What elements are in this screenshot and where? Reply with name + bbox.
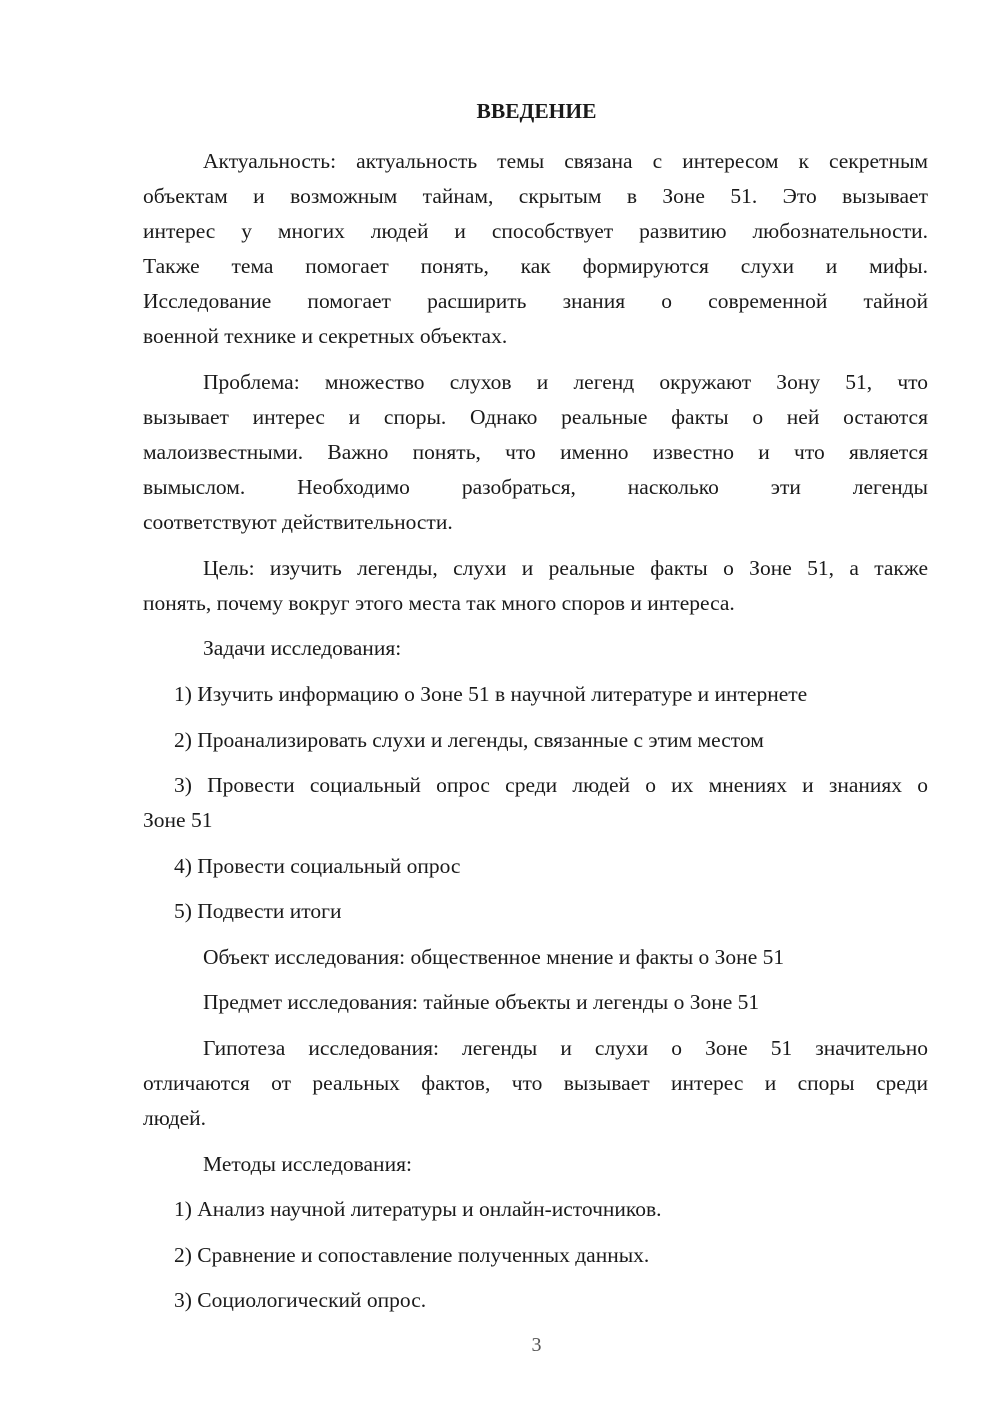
task-item-1: 1) Изучить информацию о Зоне 51 в научной литературе и интернете	[174, 682, 808, 706]
relevance-line-1: Актуальность: актуальность темы связана с интересом к секретным	[203, 149, 928, 173]
method-item-2: 2) Сравнение и сопоставление полученных данных.	[174, 1243, 650, 1267]
task-item-4: 4) Провести социальный опрос	[174, 854, 461, 878]
relevance-line-6: военной технике и секретных объектах.	[143, 324, 508, 348]
relevance-line-2: объектам и возможным тайнам, скрытым в Зоне 51. Это вызывает	[143, 184, 928, 208]
task-item-2: 2) Проанализировать слухи и легенды, связанные с этим местом	[174, 728, 764, 752]
hypothesis-line-3: людей.	[143, 1106, 207, 1130]
page-title: ВВЕДЕНИЕ	[476, 99, 597, 123]
goal-line-1: Цель: изучить легенды, слухи и реальные факты о Зоне 51, а также	[203, 556, 928, 580]
hypothesis-line-2: отличаются от реальных фактов, что вызывает интерес и споры среди	[143, 1071, 928, 1095]
task-item-3-continued: Зоне 51	[143, 808, 213, 832]
task-item-3: 3) Провести социальный опрос среди людей о их мнениях и знаниях о	[174, 773, 928, 797]
goal-line-2: понять, почему вокруг этого места так много споров и интереса.	[143, 591, 735, 615]
tasks-heading: Задачи исследования:	[203, 636, 402, 660]
problem-line-3: малоизвестными. Важно понять, что именно известно и что является	[143, 440, 928, 464]
research-object: Объект исследования: общественное мнение и факты о Зоне 51	[203, 945, 785, 969]
problem-line-1: Проблема: множество слухов и легенд окружают Зону 51, что	[203, 370, 928, 394]
hypothesis-line-1: Гипотеза исследования: легенды и слухи о Зоне 51 значительно	[203, 1036, 928, 1060]
method-item-1: 1) Анализ научной литературы и онлайн-источников.	[174, 1197, 662, 1221]
method-item-3: 3) Социологический опрос.	[174, 1288, 427, 1312]
relevance-line-4: Также тема помогает понять, как формируются слухи и мифы.	[143, 254, 928, 278]
research-subject: Предмет исследования: тайные объекты и легенды о Зоне 51	[203, 990, 760, 1014]
problem-line-2: вызывает интерес и споры. Однако реальные факты о ней остаются	[143, 405, 928, 429]
relevance-line-3: интерес у многих людей и способствует развитию любознательности.	[143, 219, 928, 243]
problem-line-4: вымыслом. Необходимо разобраться, насколько эти легенды	[143, 475, 928, 499]
page-number: 3	[531, 1334, 542, 1356]
problem-line-5: соответствуют действительности.	[143, 510, 453, 534]
task-item-5: 5) Подвести итоги	[174, 899, 342, 923]
methods-heading: Методы исследования:	[203, 1152, 412, 1176]
relevance-line-5: Исследование помогает расширить знания о современной тайной	[143, 289, 928, 313]
